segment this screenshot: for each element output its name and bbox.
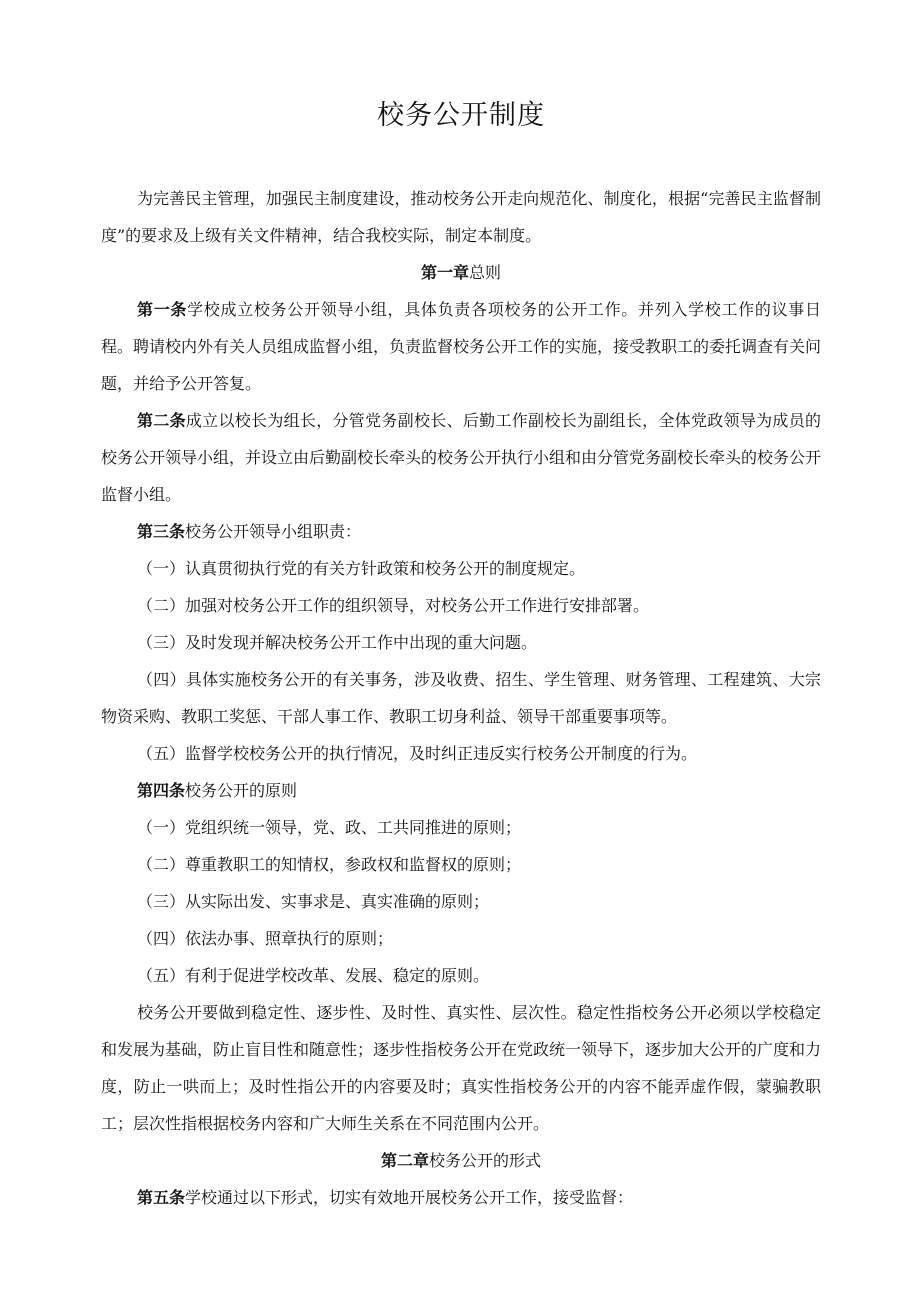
article-1-text: 学校成立校务公开领导小组，具体负责各项校务的公开工作。并列入学校工作的议事日程。聘请校内外有关人员组成监督小组，负责监督校务公开工作的实施，接受教职工的委托调查有关问题，并给予公开答复。 [101,300,822,393]
document-title: 校务公开制度 [377,100,545,131]
article-1-label: 第一条 [137,300,188,319]
chapter-2-number: 第二章 [380,1151,429,1170]
intro-paragraph: 为完善民主管理，加强民主制度建设，推动校务公开走向规范化、制度化，根据“完善民主监督制度”的要求及上级有关文件精神，结合我校实际，制定本制度。 [101,189,821,245]
chapter-1-name: 总则 [469,263,502,282]
article-4-item: （五）有利于促进学校改革、发展、稳定的原则。 [137,966,490,985]
article-4-label: 第四条 [137,781,186,800]
article-3-item: （四）具体实施校务公开的有关事务，涉及收费、招生、学生管理、财务管理、工程建筑、大宗物资采购、教职工奖惩、干部人事工作、教职工切身利益、领导干部重要事项等。 [101,670,821,726]
article-5 [101,1179,821,1216]
principles-paragraph: 校务公开要做到稳定性、逐步性、及时性、真实性、层次性。稳定性指校务公开必须以学校稳定和发展为基础，防止盲目性和随意性；逐步性指校务公开在党政统一领导下，逐步加大公开的广度和力度，防止一哄而上；及时性指公开的内容要及时；真实性指校务公开的内容不能弄虚作假，蒙骗教职工；层次性指根据校务内容和广大师生关系在不同范围内公开。 [101,1003,822,1133]
article-3 [101,513,821,550]
chapter-2-name: 校务公开的形式 [429,1151,542,1170]
article-4 [101,772,821,809]
article-5-text: 学校通过以下形式，切实有效地开展校务公开工作，接受监督： [185,1188,634,1207]
article-2-label: 第二条 [137,411,186,430]
chapter-1-heading [101,254,821,291]
article-5-label: 第五条 [137,1188,186,1207]
article-1 [101,291,821,402]
article-4-item: （一）党组织统一领导，党、政、工共同推进的原则； [137,818,522,837]
article-4-item: （四）依法办事、照章执行的原则； [137,929,394,948]
article-3-text: 校务公开领导小组职责： [185,522,362,541]
article-4-text: 校务公开的原则 [185,781,298,800]
chapter-2-heading [101,1142,821,1179]
article-3-item: （三）及时发现并解决校务公开工作中出现的重大问题。 [137,633,538,652]
article-3-item: （二）加强对校务公开工作的组织领导，对校务公开工作进行安排部署。 [137,596,650,615]
chapter-1-number: 第一章 [420,263,469,282]
article-4-item: （三）从实际出发、实事求是、真实准确的原则； [137,892,490,911]
article-2-text: 成立以校长为组长，分管党务副校长、后勤工作副校长为副组长，全体党政领导为成员的校务公开领导小组，并设立由后勤副校长牵头的校务公开执行小组和由分管党务副校长牵头的校务公开监督小组。 [101,411,822,504]
document-page [101,96,821,1216]
article-3-item: （一）认真贯彻执行党的有关方针政策和校务公开的制度规定。 [137,559,586,578]
article-3-label: 第三条 [137,522,186,541]
article-3-item: （五）监督学校校务公开的执行情况，及时纠正违反实行校务公开制度的行为。 [137,744,698,763]
article-2 [101,402,821,513]
article-4-item: （二）尊重教职工的知情权，参政权和监督权的原则； [137,855,522,874]
